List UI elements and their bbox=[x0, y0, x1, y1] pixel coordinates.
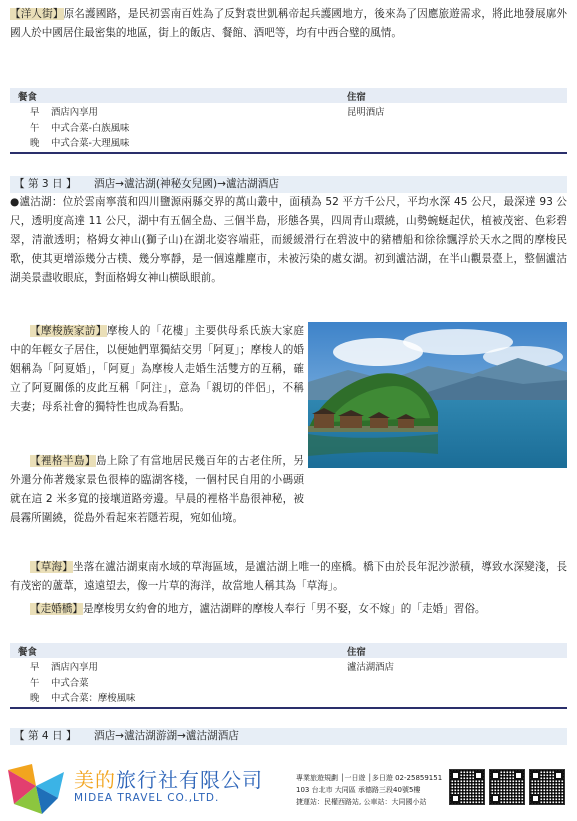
company-name-en: MIDEA TRAVEL CO.,LTD. bbox=[74, 792, 220, 804]
day-route: 酒店→瀘沽湖游湖→瀘沽湖酒店 bbox=[94, 730, 239, 742]
meal-header-label: 餐食 bbox=[18, 647, 37, 658]
contact-line-3: 捷運站：民權西路站, 公車站：大同國小站 bbox=[296, 798, 427, 806]
ligeli-paragraph bbox=[10, 452, 304, 528]
lugu-lake-paragraph bbox=[10, 193, 567, 288]
meal-row-dinner bbox=[10, 134, 567, 150]
bridge-paragraph bbox=[10, 600, 567, 619]
meal-table-header bbox=[10, 88, 567, 103]
lake-illustration bbox=[308, 322, 567, 468]
meal-header-label: 餐食 bbox=[18, 92, 37, 103]
meal-row-value: 中式合菜：摩梭風味 bbox=[51, 693, 136, 704]
day-route: 酒店→瀘沽湖(神秘女兒國)→瀘沽湖酒店 bbox=[94, 178, 279, 190]
meal-row-breakfast bbox=[10, 103, 567, 119]
meal-row-value: 中式合菜-白族風味 bbox=[51, 122, 130, 134]
intro-paragraph bbox=[10, 5, 567, 43]
grass-tag: 【草海】 bbox=[30, 561, 73, 573]
contact-line-1: 專業旅遊規劃 │一日遊 │多日遊 02-25859151 bbox=[296, 774, 443, 782]
meal-row-value: 中式合菜 bbox=[51, 677, 89, 689]
intro-text: 原名護國路，是民初雲南百姓為了反對袁世凱稱帝起兵護國地方，後來為了因應旅遊需求，將此地發展廓外國人於中國居住最密集的地區，街上的飯店、餐館、酒吧等，均有中西合璧的風情。 bbox=[10, 8, 568, 39]
meal-row-label: 早 bbox=[30, 662, 40, 673]
day-label: 【 第 3 日 】 bbox=[14, 178, 77, 190]
meal-row-label: 晚 bbox=[30, 138, 40, 149]
intro-tag: 【洋人街】 bbox=[10, 8, 64, 20]
company-logo-icon bbox=[8, 764, 64, 814]
bridge-text: 是摩梭男女約會的地方，瀘沽湖畔的摩梭人奉行「男不娶，女不嫁」的「走婚」習俗。 bbox=[82, 603, 486, 615]
meal-row-label: 早 bbox=[30, 107, 40, 118]
company-contact bbox=[296, 772, 442, 808]
qr-code-icon[interactable] bbox=[529, 769, 565, 805]
table-bottom-line bbox=[10, 707, 567, 709]
day-label: 【 第 4 日 】 bbox=[14, 730, 77, 742]
ligeli-text: 島上除了有當地居民幾百年的古老住所，另外還分佈著幾家景色很棒的臨湖客棧，一個村民自用的小碼頭就在這 2 米多寬的接壤道路旁邊。早晨的裡格半島很神秘，被晨霧所圍繞，從島外看起來若隱若現，宛如仙境。 bbox=[10, 455, 305, 524]
ligeli-tag: 【裡格半島】 bbox=[30, 455, 96, 467]
bridge-tag: 【走婚橋】 bbox=[30, 603, 83, 615]
meal-row-label: 午 bbox=[30, 122, 40, 134]
company-name-main: 旅行社有限公司 bbox=[116, 768, 263, 792]
meal-row-lunch bbox=[10, 119, 567, 135]
meal-row-value: 酒店內享用 bbox=[51, 662, 98, 673]
day-4-header bbox=[10, 728, 567, 745]
lake-tag: 瀘沽湖 bbox=[19, 196, 52, 208]
grass-text: 坐落在瀘沽湖東南水域的草海區域，是瀘沽湖上唯一的座橋。橋下由於長年泥沙淤積，導致水深變淺，長有茂密的蘆葦，遠遠望去，像一片草的海洋，故當地人稱其為「草海」。 bbox=[10, 561, 568, 592]
qr-code-icon[interactable] bbox=[489, 769, 525, 805]
mosuo-tag: 【摩梭族家訪】 bbox=[30, 325, 107, 337]
lugu-lake-photo bbox=[308, 322, 567, 468]
bullet-icon: ● bbox=[10, 196, 20, 208]
hotel-name: 昆明酒店 bbox=[347, 107, 385, 118]
meal-table-1 bbox=[10, 88, 567, 154]
meal-row-breakfast bbox=[10, 658, 567, 674]
company-name-accent: 美的 bbox=[74, 768, 116, 792]
company-name-cn bbox=[74, 764, 263, 793]
meal-row-label: 晚 bbox=[30, 693, 40, 704]
hotel-name: 瀘沽湖酒店 bbox=[347, 662, 394, 673]
qr-code-icon[interactable] bbox=[449, 769, 485, 805]
meal-row-lunch bbox=[10, 674, 567, 690]
table-bottom-line bbox=[10, 152, 567, 154]
meal-table-2 bbox=[10, 643, 567, 709]
hotel-header-label: 住宿 bbox=[347, 92, 366, 103]
mosuo-text: 摩梭人的「花樓」主要供母系氏族大家庭中的年輕女子居住，以便她們單獨結交男「阿夏」；摩梭人的婚姻稱為「阿夏婚」，「阿夏」為摩梭人走婚生活雙方的互稱，確立了阿夏關係的皮此互稱「阿注」，意為「親切的伴侶」，不稱夫妻；母系社會的獨特性也成為看點。 bbox=[10, 325, 304, 413]
meal-row-label: 午 bbox=[30, 677, 40, 689]
lake-text: ：位於雲南寧蒗和四川鹽源兩縣交界的萬山叢中，面積為 52 平方千公尺，平均水深 45 公尺，最深達 93 公尺，透明度高達 11 公尺，湖中有五個全島、三個半島，形態各異，四周青山環繞，山勢蜿蜒起伏，植被茂密、色彩碧翠，清澈透明；格姆女神山(獅子山)在湖北姿容端莊，而緩緩滑行在碧波中的豬槽船和徐徐飄浮於天水之間的摩梭民歌，使其更增添幾分古樸、幾分寧靜，是一個遠離塵市，未被污染的處女湖。初到瀘沽湖，在半山觀景臺上，整個瀘沽湖美景盡收眼底，對面格姆女神山横臥眼前。 bbox=[10, 196, 567, 284]
meal-row-dinner bbox=[10, 689, 567, 705]
contact-line-2: 103 台北市 大同區 承德路三段40號5樓 bbox=[296, 786, 421, 794]
meal-table-header bbox=[10, 643, 567, 658]
mosuo-paragraph bbox=[10, 322, 304, 417]
meal-row-value: 中式合菜-大理風味 bbox=[51, 138, 130, 149]
meal-row-value: 酒店內享用 bbox=[51, 107, 98, 118]
grass-sea-paragraph bbox=[10, 558, 567, 596]
day-3-header bbox=[10, 176, 567, 193]
hotel-header-label: 住宿 bbox=[347, 647, 366, 658]
